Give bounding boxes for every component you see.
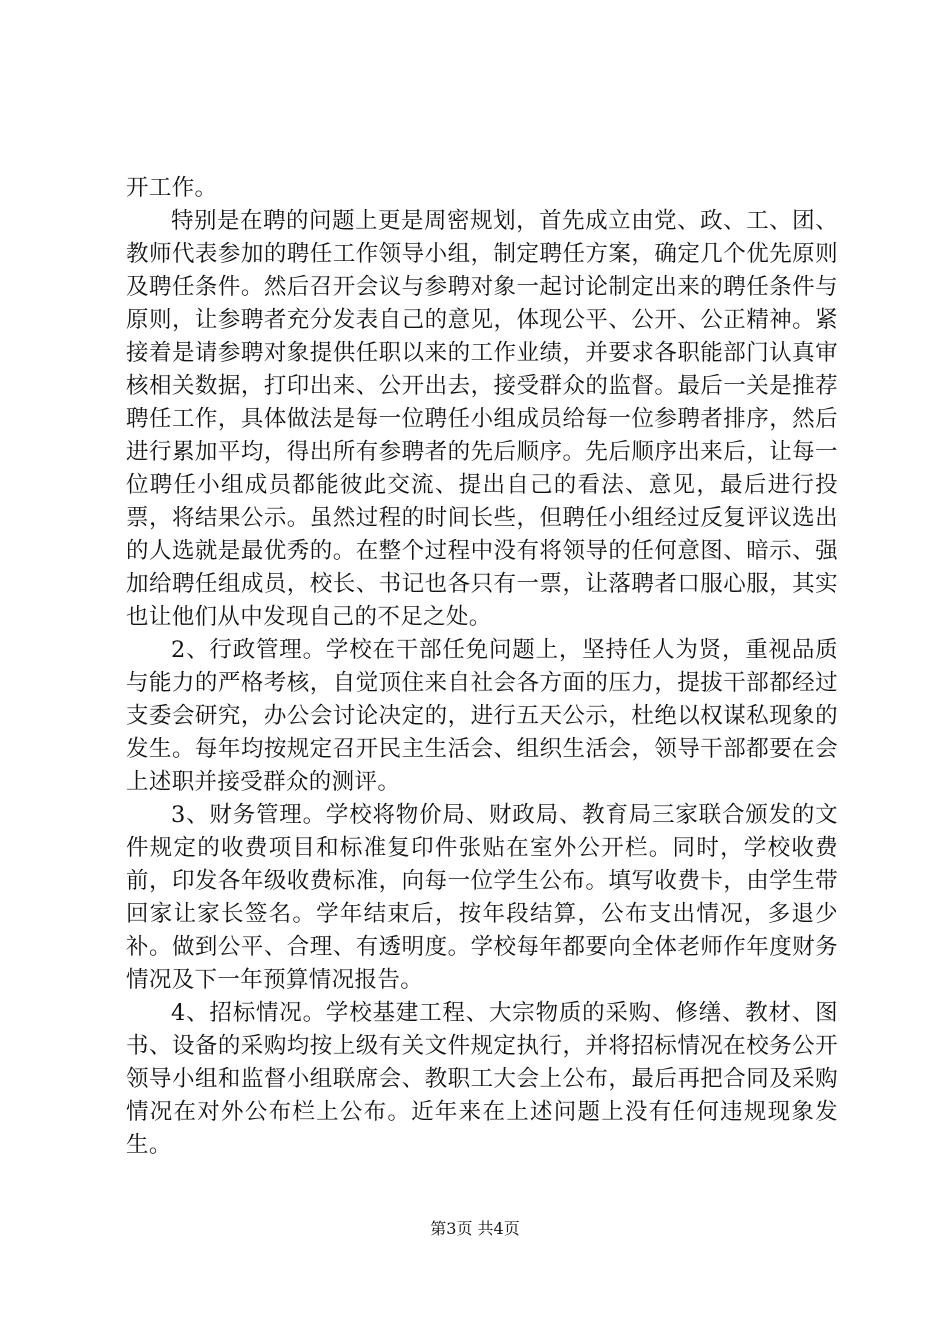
paragraph-administration: 2、行政管理。学校在干部任免问题上，坚持任人为贤，重视品质与能力的严格考核，自觉顶住来自社会各方面的压力，提拔干部都经过支委会研究，办公会讨论决定的，进行五天公示，杜绝以权谋私现象的发生。每年均按规定召开民主生活会、组织生活会，领导干部都要在会上述职并接受群众的测评。 (126, 637, 838, 795)
paragraph-hiring-process: 特别是在聘的问题上更是周密规划，首先成立由党、政、工、团、教师代表参加的聘任工作领导小组，制定聘任方案，确定几个优先原则及聘任条件。然后召开会议与参聘对象一起讨论制定出来的聘任条件与原则，让参聘者充分发表自己的意见，体现公平、公开、公正精神。紧接着是请参聘对象提供任职以来的工作业绩，并要求各职能部门认真审核相关数据，打印出来、公开出去，接受群众的监督。最后一关是推荐聘任工作，具体做法是每一位聘任小组成员给每一位参聘者排序，然后进行累加平均，得出所有参聘者的先后顺序。先后顺序出来后，让每一位聘任小组成员都能彼此交流、提出自己的看法、意见，最后进行投票，将结果公示。虽然过程的时间长些，但聘任小组经过反复评议选出的人选就是最优秀的。在整个过程中没有将领导的任何意图、暗示、强加给聘任组成员，校长、书记也各只有一票，让落聘者口服心服，其实也让他们从中发现自己的不足之处。 (126, 208, 838, 630)
paragraph-finance: 3、财务管理。学校将物价局、财政局、教育局三家联合颁发的文件规定的收费项目和标准复印件张贴在室外公开栏。同时，学校收费前，印发各年级收费标准，向每一位学生公布。填写收费卡，由学生带回家让家长签名。学年结束后，按年段结算，公布支出情况，多退少补。做到公平、合理、有透明度。学校每年都要向全体老师作年度财务情况及下一年预算情况报告。 (126, 802, 838, 993)
page-footer: 第3页 共4页 (430, 1219, 520, 1238)
paragraph-continuation: 开工作。 (126, 175, 218, 201)
document-body (126, 172, 838, 1162)
paragraph-bidding: 4、招标情况。学校基建工程、大宗物质的采购、修缮、教材、图书、设备的采购均按上级有关文件规定执行，并将招标情况在校务公开领导小组和监督小组联席会、教职工大会上公布，最后再把合同及采购情况在对外公布栏上公布。近年来在上述问题上没有任何违规现象发生。 (126, 1000, 838, 1158)
